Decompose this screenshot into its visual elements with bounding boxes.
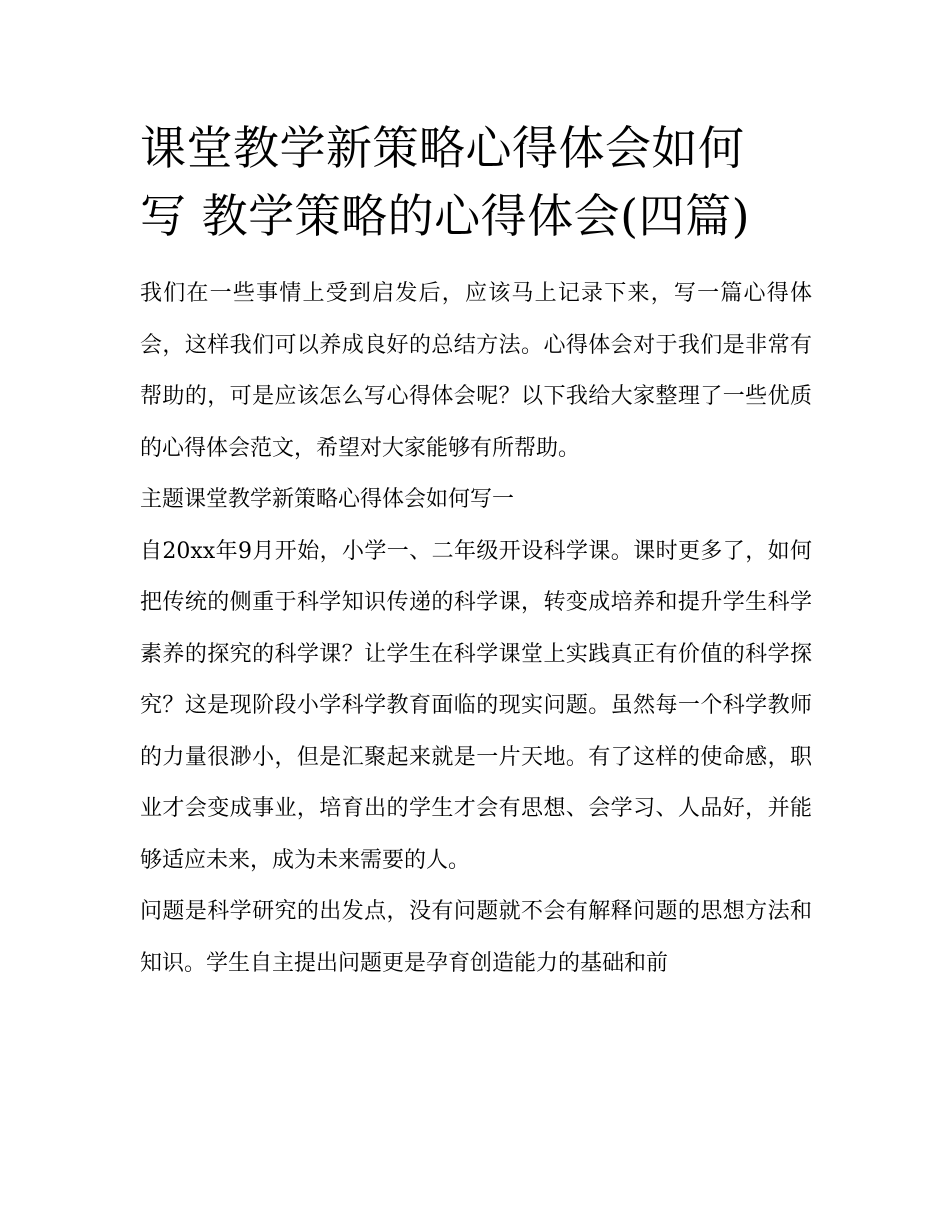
intro-paragraph: 我们在一些事情上受到启发后，应该马上记录下来，写一篇心得体会，这样我们可以养成良好的总结方法。心得体会对于我们是非常有帮助的，可是应该怎么写心得体会呢？以下我给大家整理了一些优质的心得体会范文，希望对大家能够有所帮助。 xyxy=(140,281,812,461)
body-paragraph-2: 问题是科学研究的出发点，没有问题就不会有解释问题的思想方法和知识。学生自主提出问题更是孕育创造能力的基础和前 xyxy=(140,899,812,976)
document-title xyxy=(140,114,812,250)
title-line-1: 课堂教学新策略心得体会如何 xyxy=(140,121,745,175)
document-page xyxy=(140,114,812,989)
title-line-2: 写 教学策略的心得体会(四篇) xyxy=(140,189,751,243)
body-paragraph-1: 自20xx年9月开始，小学一、二年级开设科学课。课时更多了，如何把传统的侧重于科学知识传递的科学课，转变成培养和提升学生科学素养的探究的科学课？让学生在科学课堂上实践真正有价值的科学探究？这是现阶段小学科学教育面临的现实问题。虽然每一个科学教师的力量很渺小，但是汇聚起来就是一片天地。有了这样的使命感，职业才会变成事业，培育出的学生才会有思想、会学习、人品好，并能够适应未来，成为未来需要的人。 xyxy=(140,538,812,873)
section-heading: 主题课堂教学新策略心得体会如何写一 xyxy=(140,487,515,512)
